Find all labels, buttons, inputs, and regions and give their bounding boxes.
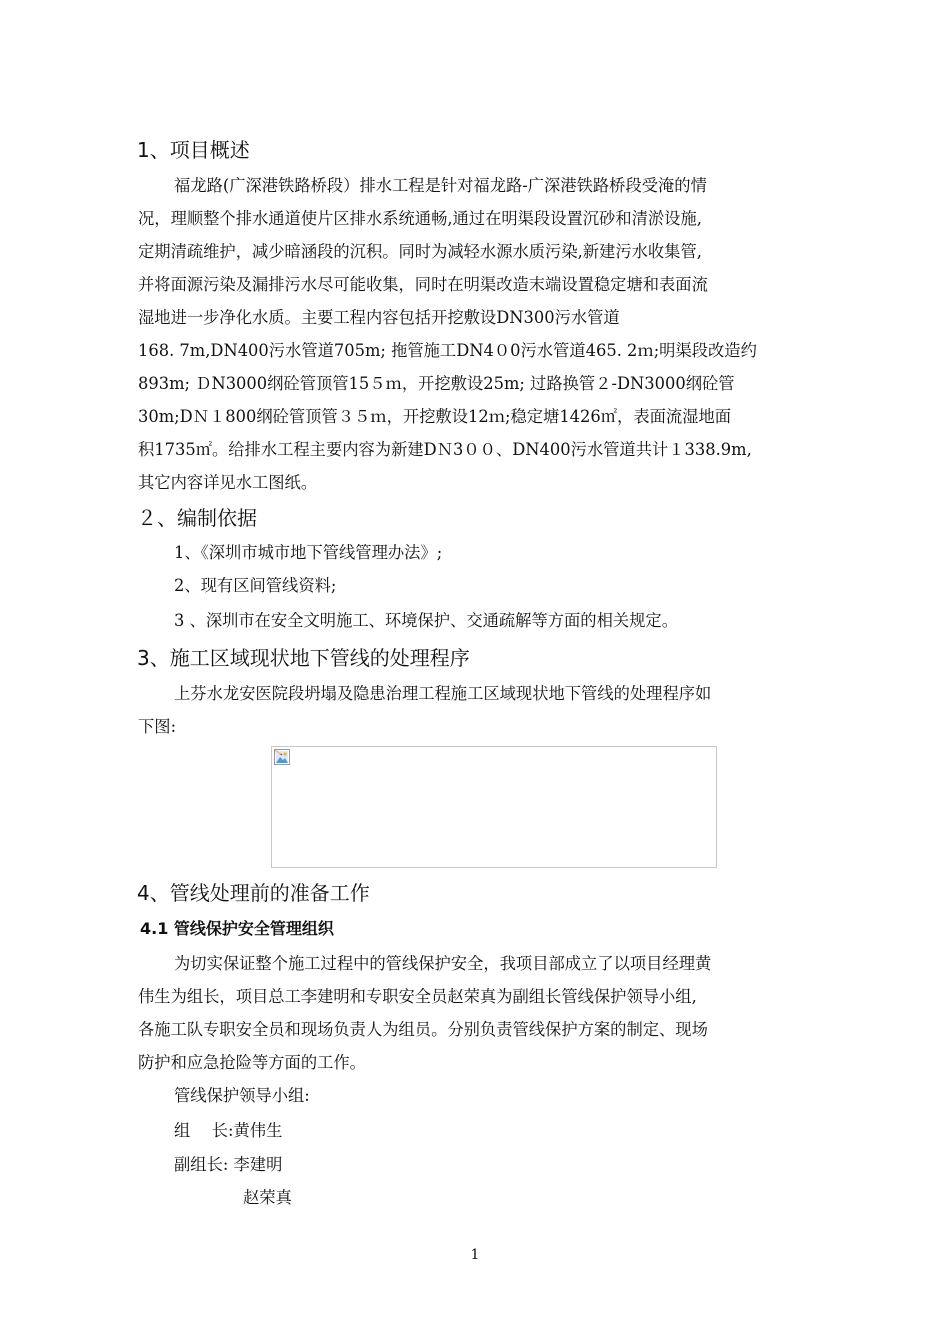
paragraph-line: 并将面源污染及漏排污水尽可能收集，同时在明渠改造末端设置稳定塘和表面流 bbox=[138, 275, 708, 294]
paragraph-line: 湿地进一步净化水质。主要工程内容包括开挖敷设DN300污水管道 bbox=[138, 308, 620, 327]
section-3-heading: 3、施工区域现状地下管线的处理程序 bbox=[137, 646, 470, 670]
paragraph-line: 各施工队专职安全员和现场负责人为组员。分别负责管线保护方案的制定、现场 bbox=[138, 1020, 708, 1039]
list-item: 1、《深圳市城市地下管线管理办法》; bbox=[174, 543, 443, 562]
paragraph-line: 为切实保证整个施工过程中的管线保护安全，我项目部成立了以项目经理黄 bbox=[174, 954, 712, 973]
list-item: 2、现有区间管线资料; bbox=[174, 576, 337, 595]
paragraph-line: 上芬水龙安医院段坍塌及隐患治理工程施工区域现状地下管线的处理程序如 bbox=[174, 684, 712, 703]
group-deputy: 副组长: 李建明 bbox=[174, 1155, 283, 1174]
paragraph-line: 893m; ＤN3000纲砼管顶管15５ｍ，开挖敷设25m; 过路换管２-DN3000纲砼管 bbox=[138, 374, 735, 393]
group-deputy-2: 赵荣真 bbox=[243, 1188, 292, 1207]
list-item: 3 、深圳市在安全文明施工、环境保护、交通疏解等方面的相关规定。 bbox=[174, 611, 678, 630]
section-1-heading: 1、项目概述 bbox=[137, 138, 250, 162]
paragraph-line: 积1735㎡。给排水工程主要内容为新建DＮ3００、DN400污水管道共计１338.9m, bbox=[138, 440, 752, 459]
paragraph-line: 其它内容详见水工图纸。 bbox=[138, 473, 318, 492]
paragraph-line: 下图: bbox=[138, 717, 177, 736]
paragraph-line: 伟生为组长，项目总工李建明和专职安全员赵荣真为副组长管线保护领导小组, bbox=[138, 987, 697, 1006]
process-figure-placeholder bbox=[271, 746, 717, 868]
section-2-heading: ２、编制依据 bbox=[137, 506, 257, 530]
paragraph-line: 况，理顺整个排水通道使片区排水系统通畅,通过在明渠段设置沉砂和清淤设施, bbox=[138, 209, 702, 228]
section-4-1-subheading: 4.1 管线保护安全管理组织 bbox=[140, 919, 334, 938]
paragraph-line: 防护和应急抢险等方面的工作。 bbox=[138, 1053, 366, 1072]
broken-image-icon bbox=[274, 749, 290, 765]
page-number: 1 bbox=[470, 1247, 480, 1263]
group-title: 管线保护领导小组: bbox=[174, 1086, 310, 1105]
paragraph-line: 定期清疏维护，减少暗涵段的沉积。同时为减轻水源水质污染,新建污水收集管, bbox=[138, 242, 702, 261]
paragraph-line: 福龙路(广深港铁路桥段）排水工程是针对福龙路-广深港铁路桥段受淹的情 bbox=[174, 176, 707, 195]
section-4-heading: 4、管线处理前的准备工作 bbox=[137, 881, 370, 905]
paragraph-line: 30m;DＮ１800纲砼管顶管３５ｍ，开挖敷设12ｍ;稳定塘1426㎡，表面流湿地面 bbox=[138, 407, 732, 426]
group-leader: 组 长:黄伟生 bbox=[174, 1121, 283, 1140]
paragraph-line: 168. 7m,DN400污水管道705m; 拖管施工DN4０0污水管道465. 2ｍ;明渠段改造约 bbox=[138, 341, 757, 360]
